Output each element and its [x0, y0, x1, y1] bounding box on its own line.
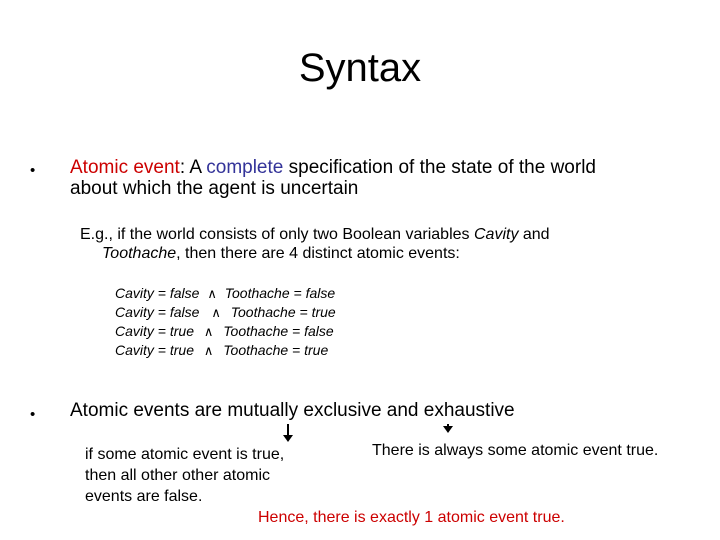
example-line1: E.g., if the world consists of only two Boolean variables Cavity and: [80, 226, 550, 243]
and-operator: ∧: [207, 287, 217, 302]
formula-row: Cavity = true ∧ Toothache = true: [115, 342, 329, 359]
term-complete: complete: [206, 157, 284, 178]
note-left-line1: if some atomic event is true,: [85, 446, 285, 463]
formula-row: Cavity = true ∧ Toothache = false: [115, 323, 334, 340]
page-title: Syntax: [298, 46, 422, 90]
and-operator: ∧: [203, 344, 214, 359]
var-toothache: Toothache: [102, 245, 177, 262]
conclusion: Hence, there is exactly 1 atomic event true.: [258, 509, 565, 526]
bullet-marker-2: •: [30, 406, 36, 423]
formula-row: Cavity = false ∧ Toothache = false: [115, 285, 336, 302]
bullet2-text: Atomic events are mutually exclusive and exhaustive: [70, 400, 515, 421]
bullet-marker-1: •: [30, 162, 36, 179]
note-right: There is always some atomic event true.: [372, 442, 659, 459]
and-operator: ∧: [203, 325, 214, 340]
bullet1-line2: about which the agent is uncertain: [70, 178, 359, 199]
and-operator: ∧: [211, 306, 221, 321]
note-left-line2: then all other other atomic: [85, 467, 270, 484]
note-left-line3: events are false.: [85, 488, 203, 505]
var-cavity: Cavity: [473, 226, 519, 243]
example-line2: Toothache, then there are 4 distinct atomic events:: [102, 245, 460, 262]
bullet1-line1: Atomic event: A complete specification of the state of the world: [70, 157, 596, 178]
term-atomic-event: Atomic event: [70, 157, 180, 178]
formula-row: Cavity = false ∧ Toothache = true: [115, 304, 336, 321]
